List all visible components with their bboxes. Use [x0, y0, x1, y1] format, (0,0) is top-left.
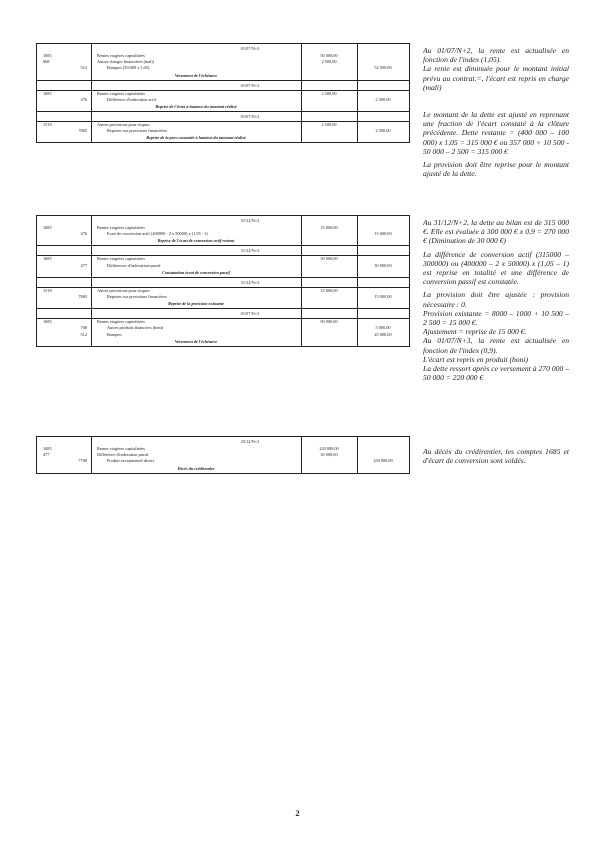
account-label: Différence d'indexation passif	[97, 452, 149, 458]
debit-amount	[301, 263, 357, 269]
column-divider	[357, 112, 358, 142]
debit-amount: 2 500,00	[321, 121, 337, 127]
debit-account-number: 1518	[43, 287, 52, 293]
column-divider	[91, 437, 92, 473]
account-label: Rentes viagères capitalisées	[97, 256, 145, 262]
account-label: Rentes viagères capitalisées	[97, 446, 145, 451]
entry-date: 01/07/N+3	[37, 309, 409, 319]
notes-block-4	[423, 447, 569, 469]
debit-amount: 50 000,00	[320, 53, 338, 58]
column-divider	[301, 112, 302, 142]
debit-amount	[301, 231, 357, 237]
debit-account-number: 1685	[43, 53, 52, 58]
credit-account-number: 512	[80, 65, 87, 71]
journal-entry	[37, 44, 409, 81]
column-divider	[301, 309, 302, 346]
note-text: Le montant de la dette est ajusté en reprenant une fraction de l'écart constaté à la clôture précédente. Dette restante = (400 000 – 100 000) x 1,05 = 315 000 € ou 357 000 + 10 500 - 50 000 – 2 500 = 315 000 €	[423, 110, 569, 156]
account-label: Rentes viagères capitalisées	[97, 90, 145, 96]
debit-amount: 2 500,00	[321, 59, 337, 65]
entry-caption: Versement de l'échéance	[174, 338, 218, 344]
debit-amount: 50 000,00	[320, 319, 338, 325]
debit-amount	[301, 458, 357, 464]
column-divider	[301, 216, 302, 245]
debit-account-number: 1685	[43, 225, 52, 230]
debit-account-number	[37, 294, 67, 300]
debit-account-number: 477	[43, 452, 50, 458]
entry-date: 01/07/N+2	[240, 46, 260, 51]
note-text: L'écart est repris en produit (boni)	[423, 354, 529, 364]
note-text: Ajustement = reprise de 15 000 €.	[423, 327, 527, 337]
column-divider	[357, 309, 358, 346]
note-text: La provision doit être reprise pour le montant ajusté de la dette.	[423, 160, 569, 179]
debit-amount	[301, 97, 357, 103]
column-divider	[301, 246, 302, 276]
journal-entry	[37, 81, 409, 112]
entry-line	[37, 332, 409, 338]
debit-amount: 2 500,00	[321, 90, 337, 96]
entry-line	[37, 263, 409, 269]
entry-line	[37, 458, 409, 464]
credit-amount: 30 000,00	[374, 262, 392, 268]
entry-date: 31/12/N+2	[37, 278, 409, 288]
credit-account-number: 477	[80, 262, 87, 268]
account-label: Rentes viagères capitalisées	[97, 225, 145, 230]
note-text: Au 01/07/N+2, la rente est actualisée en fonction de l'index (1,05).	[423, 46, 569, 65]
debit-account-number	[37, 332, 67, 338]
column-divider	[91, 278, 92, 308]
account-label: Autres produits financiers (boni)	[107, 325, 164, 331]
debit-account-number: 1518	[43, 121, 52, 127]
entry-date: 01/07/N+2	[37, 112, 409, 122]
journal-table-1	[36, 43, 410, 143]
account-label: Autres provisions pour risques	[97, 121, 150, 127]
account-label: Différence d'indexation actif	[107, 96, 157, 102]
entry-caption: Reprise de la prov constatée à hauteur du montant réalisé	[146, 135, 246, 141]
credit-amount: 5 000,00	[375, 325, 391, 331]
column-divider	[357, 246, 358, 276]
debit-account-number	[37, 97, 67, 103]
debit-amount: 30 000,00	[320, 256, 338, 262]
column-divider	[357, 81, 358, 111]
notes-block-2	[423, 110, 569, 182]
debit-account-number: 1685	[43, 256, 52, 262]
journal-entry	[37, 246, 409, 277]
credit-account-number: 7788	[78, 458, 87, 464]
journal-entry	[37, 278, 409, 309]
credit-account-number: 512	[80, 331, 87, 337]
account-label: Autres provisions pour risques	[97, 287, 150, 293]
entry-caption: Reprise de l'écart à hauteur du montant réalisé	[155, 103, 237, 109]
journal-entry	[37, 309, 409, 346]
journal-table-3	[36, 436, 410, 474]
entry-date: 31/12/N+2	[37, 246, 409, 256]
credit-amount: 52 500,00	[374, 65, 392, 71]
debit-amount	[301, 294, 357, 300]
note-text: La rente est diminuée pour le montant initial prévu au contrat.=, l'écart est repris en charge (mali)	[423, 64, 569, 92]
account-label: Ecart de conversion actif (400000 - 2 x 50000) x (1,05 - 1)	[107, 231, 208, 237]
account-label: Reprises sur provisions financières	[107, 293, 168, 299]
column-divider	[301, 278, 302, 308]
note-text: Au 01/07/N+3, la rente est actualisée en fonction de l'index (0,9).	[423, 336, 569, 355]
debit-account-number	[37, 263, 67, 269]
credit-account-number: 7865	[78, 293, 87, 299]
journal-entry	[37, 112, 409, 142]
debit-account-number: 1685	[43, 90, 52, 96]
column-divider	[357, 437, 358, 473]
column-divider	[91, 44, 92, 80]
column-divider	[357, 44, 358, 80]
page-number: 2	[295, 808, 300, 818]
credit-account-number: 476	[80, 96, 87, 102]
credit-amount: 2 500,00	[375, 96, 391, 102]
credit-amount: 2 500,00	[375, 128, 391, 134]
account-label: Autres charges financières (mali)	[97, 59, 155, 65]
column-divider	[91, 81, 92, 111]
debit-amount	[301, 332, 357, 338]
note-text: Au 31/12/N+2, la dette au bilan est de 315 000 €. Elle est évaluée à 300 000 € x 0,9 = 270 000 € (Diminution de 30 000 €)	[423, 218, 569, 246]
note-text: La provision doit être ajustée : provision nécessaire : 0.	[423, 290, 569, 309]
journal-table-2	[36, 215, 410, 347]
note-text: Au décès du crédirentier, les comptes 1685 et d'écart de conversion sont soldés.	[423, 447, 569, 466]
column-divider	[91, 309, 92, 346]
column-divider	[301, 81, 302, 111]
credit-account-number: 7865	[78, 128, 87, 134]
notes-block-1	[423, 46, 569, 96]
debit-amount: 15 000,00	[320, 225, 338, 230]
debit-amount	[301, 128, 357, 134]
note-text: La dette ressort après ce versement à 270 000 – 50 000 = 220 000 €	[423, 364, 569, 383]
credit-amount: 250 000,00	[373, 458, 393, 464]
journal-entry	[37, 216, 409, 246]
debit-account-number: 1685	[43, 446, 52, 451]
credit-amount: 15 000,00	[374, 293, 392, 299]
entry-date: 25/12/N+3	[240, 439, 260, 444]
credit-account-number: 768	[80, 325, 87, 331]
column-divider	[357, 278, 358, 308]
debit-amount: 15 000,00	[320, 287, 338, 293]
column-divider	[91, 246, 92, 276]
debit-amount: 30 000,00	[320, 452, 338, 458]
entry-caption: Décès du crédirentier	[177, 465, 215, 471]
entry-date: 01/07/N+2	[37, 81, 409, 91]
credit-amount: 45 000,00	[374, 331, 392, 337]
debit-account-number: 1685	[43, 319, 52, 325]
column-divider	[301, 44, 302, 80]
debit-account-number	[37, 458, 67, 464]
debit-account-number	[37, 65, 67, 71]
entry-date: 31/12/N+2	[240, 218, 260, 223]
entry-caption: Reprise de l'écart de conversion actif restant	[157, 238, 235, 244]
entry-caption: Reprise de la provision existante	[168, 301, 224, 307]
credit-amount: 15 000,00	[374, 231, 392, 237]
debit-account-number	[37, 231, 67, 237]
entry-caption: Versement de l'échéance	[174, 72, 218, 78]
note-text: La différence de conversion actif (315000 – 300000) ou (400000 – 2 x 50000) x (1,05 – 1) est reprise en totalité et une différence de conversion passif est constatée.	[423, 249, 569, 287]
debit-account-number: 668	[43, 59, 50, 65]
debit-amount: 220 000,00	[319, 446, 339, 451]
credit-account-number: 476	[80, 231, 87, 237]
debit-amount	[301, 65, 357, 71]
column-divider	[357, 216, 358, 245]
notes-block-3	[423, 218, 569, 386]
account-label: Différences d'indexation-passif	[107, 262, 161, 268]
column-divider	[301, 437, 302, 473]
journal-entry	[37, 437, 409, 473]
entry-line	[37, 65, 409, 71]
account-label: Produit exceptionnel divers	[107, 458, 155, 464]
column-divider	[91, 216, 92, 245]
column-divider	[91, 112, 92, 142]
debit-account-number	[37, 128, 67, 134]
entry-caption: Constatation écrat de conversion passif	[162, 269, 230, 275]
account-label: Banques	[107, 331, 122, 337]
account-label: Reprises sur provisions financières	[107, 128, 168, 134]
account-label: Banques (50 000 x 1,05)	[107, 65, 150, 71]
note-text: Provision existante = 8000 – 1000 + 10 500 – 2 500 = 15 000 €.	[423, 308, 569, 328]
account-label: Rentes viagères capitalisées	[97, 319, 145, 325]
account-label: Rentes viagères capitalisées	[97, 53, 145, 58]
